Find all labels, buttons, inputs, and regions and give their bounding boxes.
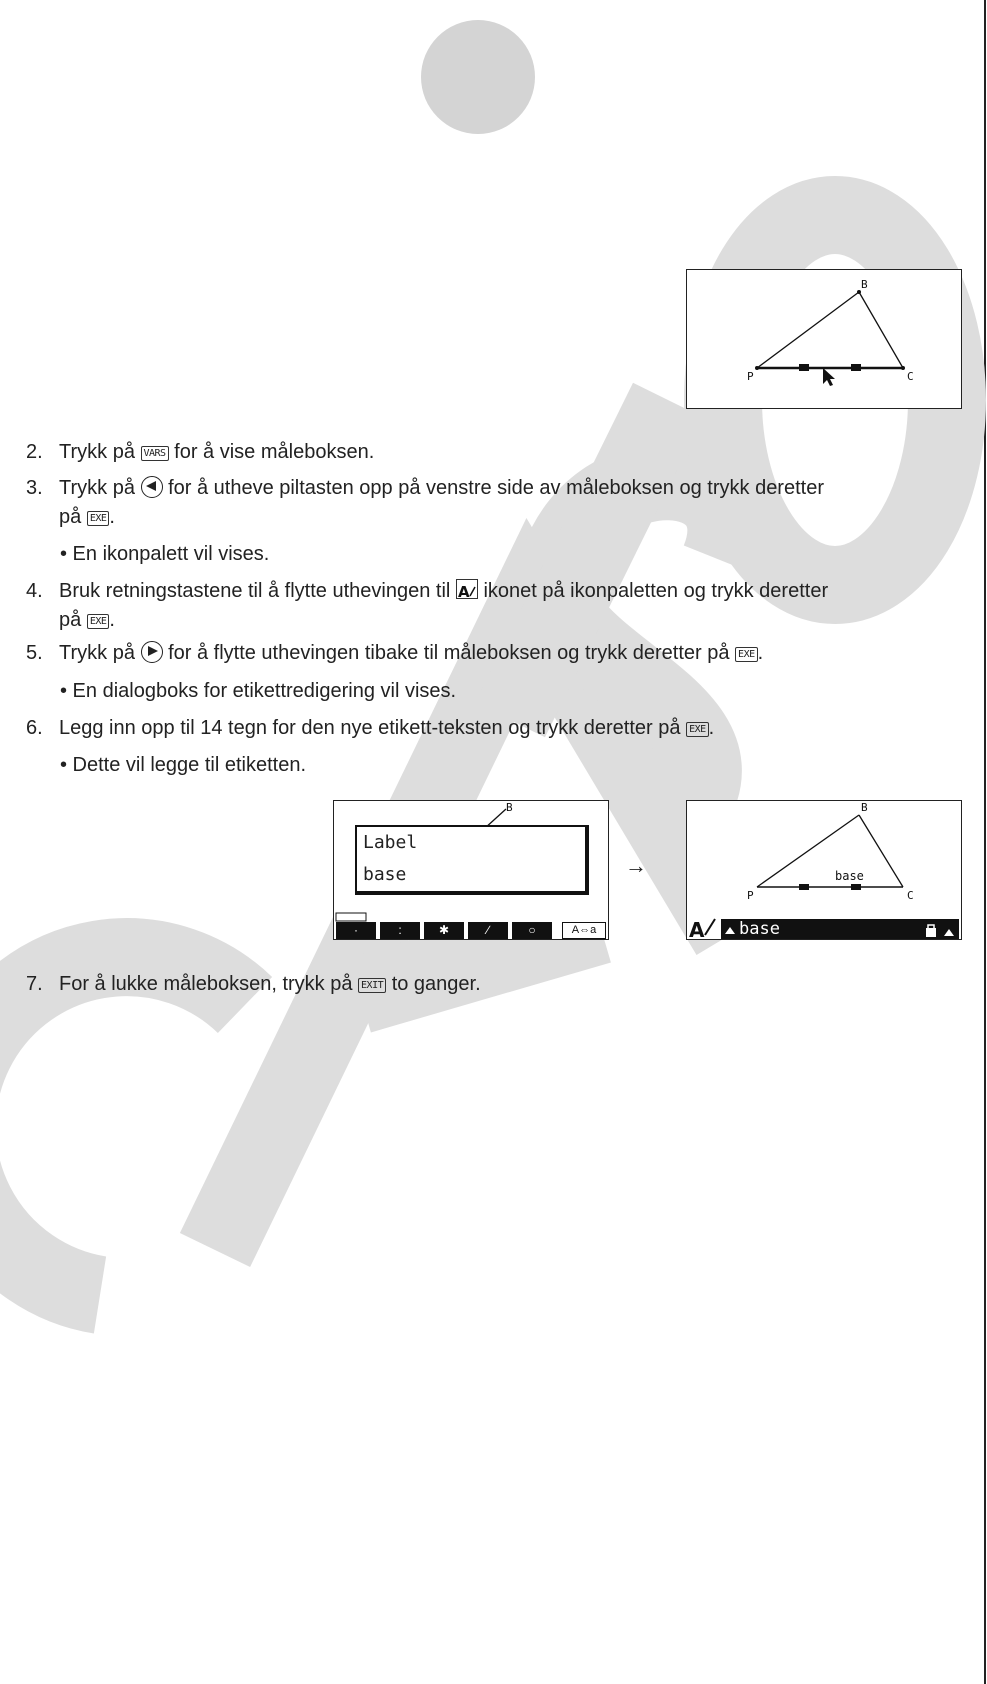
step-7 bbox=[26, 970, 481, 999]
point-label-c: C bbox=[907, 370, 914, 383]
left-arrow-key-icon bbox=[141, 476, 163, 498]
label-tool-icon bbox=[689, 918, 715, 940]
exit-key: EXIT bbox=[358, 978, 386, 993]
step-text: Trykk på bbox=[59, 477, 135, 499]
step-text: . bbox=[708, 717, 715, 739]
step-number: 3. bbox=[26, 477, 43, 499]
step-text: . bbox=[109, 609, 115, 631]
point-label-p: P bbox=[747, 370, 754, 383]
step-5 bbox=[26, 639, 763, 668]
step-text: Trykk på bbox=[59, 441, 135, 463]
function-key-bar bbox=[334, 922, 608, 939]
step-2 bbox=[26, 438, 374, 467]
bullet-label-added: • Dette vil legge til etiketten. bbox=[60, 754, 307, 776]
svg-text:A: A bbox=[457, 583, 470, 600]
bullet-dialog: • En dialogboks for etikettredigering vil vises. bbox=[60, 680, 457, 702]
calculator-screen-labeled-result bbox=[686, 800, 962, 940]
selection-handle bbox=[799, 364, 809, 371]
step-text: . bbox=[109, 506, 115, 528]
step-text: på bbox=[59, 506, 82, 528]
lock-icon bbox=[926, 928, 936, 937]
right-arrow-key-icon bbox=[141, 641, 163, 663]
fkey-f4[interactable]: ∕ bbox=[468, 922, 508, 939]
step-text: på bbox=[59, 609, 82, 631]
figure-label-base: base bbox=[835, 869, 864, 883]
step-text: for å vise måleboksen. bbox=[174, 441, 375, 463]
step-number: 6. bbox=[26, 717, 43, 739]
calculator-screen-triangle bbox=[686, 269, 962, 409]
step-text: ikonet på ikonpaletten og trykk deretter bbox=[483, 580, 829, 602]
measure-value: base bbox=[739, 919, 780, 939]
step-text: for å flytte uthevingen tibake til måleboksen og trykk deretter på bbox=[168, 642, 730, 664]
fkey-f6-case-toggle[interactable]: A⇔a bbox=[562, 922, 606, 939]
up-arrow-icon bbox=[725, 927, 735, 934]
fkey-f5[interactable]: ○ bbox=[512, 922, 552, 939]
exe-key: EXE bbox=[686, 722, 709, 737]
step-text: Legg inn opp til 14 tegn for den nye etikett-teksten og trykk deretter på bbox=[59, 717, 681, 739]
step-4 bbox=[26, 577, 828, 635]
step-number: 2. bbox=[26, 441, 43, 463]
cursor-pointer-icon bbox=[823, 368, 835, 386]
point-label-b: B bbox=[861, 801, 868, 814]
exe-key: EXE bbox=[87, 511, 110, 526]
step-text: to ganger. bbox=[391, 973, 481, 995]
selection-handle bbox=[851, 364, 861, 371]
result-arrow: → bbox=[625, 853, 647, 878]
vars-key: VARS bbox=[141, 446, 169, 461]
step-text: for å utheve piltasten opp på venstre side av måleboksen og trykk deretter bbox=[168, 477, 824, 499]
label-input[interactable]: base bbox=[363, 864, 407, 885]
chapter-marker-circle bbox=[421, 20, 535, 134]
step-number: 5. bbox=[26, 642, 43, 664]
label-edit-dialog[interactable] bbox=[355, 825, 589, 895]
fkey-f3[interactable]: ✱ bbox=[424, 922, 464, 939]
point-label-c: C bbox=[907, 889, 914, 902]
fkey-f2[interactable]: : bbox=[380, 922, 420, 939]
up-arrow-icon bbox=[944, 929, 954, 936]
calculator-screen-label-dialog bbox=[333, 800, 609, 940]
point-label-b: B bbox=[506, 801, 513, 814]
label-edit-icon bbox=[456, 579, 478, 599]
page-edge-rule bbox=[984, 0, 986, 1684]
step-text: . bbox=[757, 642, 764, 664]
dialog-title: Label bbox=[363, 832, 418, 853]
step-number: 7. bbox=[26, 973, 43, 995]
step-3 bbox=[26, 474, 824, 532]
fkey-f1[interactable]: · bbox=[336, 922, 376, 939]
svg-text:A: A bbox=[689, 918, 705, 941]
step-text: Trykk på bbox=[59, 642, 135, 664]
exe-key: EXE bbox=[87, 614, 110, 629]
bullet-icon-palette: • En ikonpalett vil vises. bbox=[60, 543, 270, 565]
point-label-b: B bbox=[861, 278, 868, 291]
segment-bc bbox=[859, 292, 903, 368]
step-6 bbox=[26, 714, 714, 743]
step-text: For å lukke måleboksen, trykk på bbox=[59, 973, 353, 995]
exe-key: EXE bbox=[735, 647, 758, 662]
step-number: 4. bbox=[26, 580, 43, 602]
segment-pb bbox=[757, 292, 859, 368]
step-text: Bruk retningstastene til å flytte uthevingen til bbox=[59, 580, 451, 602]
point-label-p: P bbox=[747, 889, 754, 902]
